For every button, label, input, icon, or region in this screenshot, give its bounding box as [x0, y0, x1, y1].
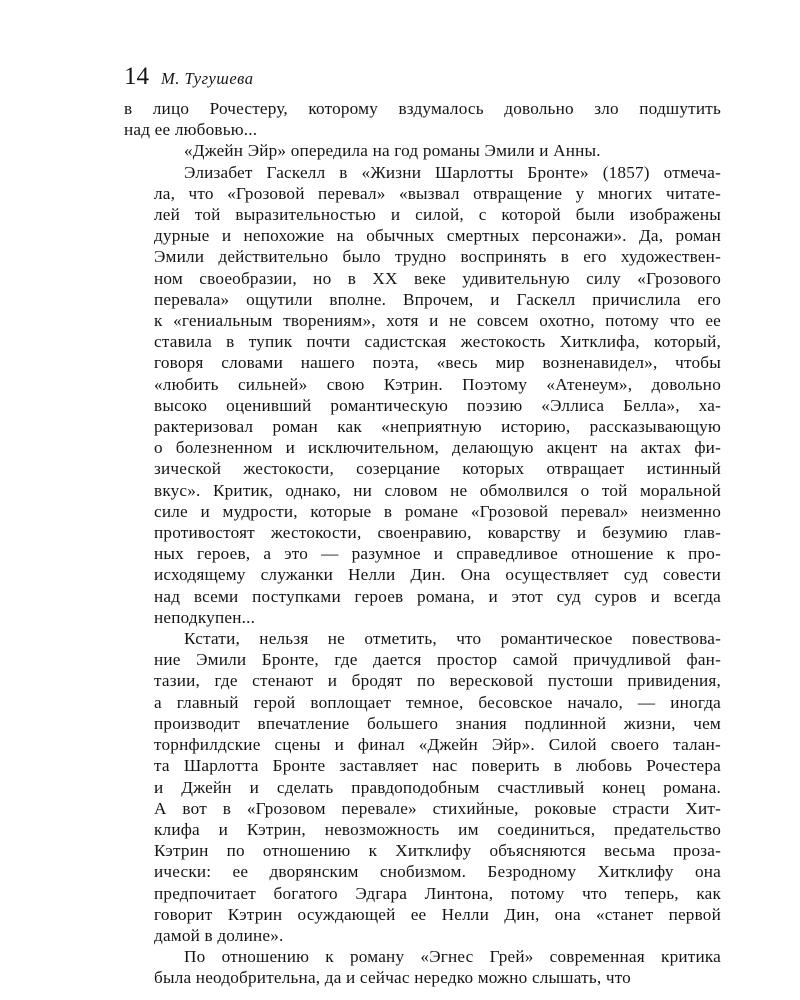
text-line: исходящему служанки Нелли Дин. Она осуществляет суд совести	[154, 565, 721, 585]
paragraph	[124, 140, 721, 161]
text-line: была неодобрительна, да и сейчас нередко можно слышать, что	[154, 968, 631, 988]
paragraph	[124, 162, 721, 628]
text-line: тазии, где стенают и бродят по вересковой пустоши привидения,	[154, 671, 721, 691]
text-line: и Джейн и сделать правдоподобным счастливый конец романа.	[154, 777, 721, 797]
text-line: Эмили действительно было трудно воспринять в его художествен-	[154, 247, 721, 267]
text-line: ически: ее дворянским снобизмом. Безродному Хитклифу она	[154, 862, 721, 882]
text-line: «Джейн Эйр» опередила на год романы Эмили и Анны.	[184, 141, 601, 161]
text-line: клифа и Кэтрин, невозможность им соединиться, предательство	[154, 819, 721, 839]
text-line: По отношению к роману «Эгнес Грей» современная критика	[184, 947, 721, 967]
text-line: ставила в тупик почти садистская жестокость Хитклифа, который,	[154, 332, 721, 352]
text-line: над всеми поступками героев романа, и этот суд суров и всегда	[154, 586, 721, 606]
text-line: вкус». Критик, однако, ни словом не обмолвился о той моральной	[154, 480, 721, 500]
text-line: предпочитает богатого Эдгара Линтона, потому что теперь, как	[154, 883, 721, 903]
body-text	[124, 98, 721, 989]
text-line: говорит Кэтрин осуждающей ее Нелли Дин, она «станет первой	[154, 904, 721, 924]
running-head-author: М. Тугушева	[161, 69, 254, 88]
text-line: силе и мудрости, которые в романе «Грозовой перевал» неизменно	[154, 501, 721, 521]
text-line: высоко оценивший романтическую поэзию «Эллиса Белла», ха-	[154, 395, 721, 415]
text-line: говоря словами нашего поэта, «весь мир возненавидел», чтобы	[154, 353, 721, 373]
text-line: А вот в «Грозовом перевале» стихийные, роковые страсти Хит-	[154, 798, 721, 818]
text-line: перевала» ощутили вполне. Впрочем, и Гаскелл причислила его	[154, 289, 721, 309]
text-line: ных героев, а это — разумное и справедливое отношение к про-	[154, 544, 721, 564]
text-line: а главный герой воплощает темное, бесовское начало, — иногда	[154, 692, 721, 712]
text-line: лей той выразительностью и силой, с которой были изображены	[154, 205, 721, 225]
text-line: ние Эмили Бронте, где дается простор самой причудливой фан-	[154, 650, 721, 670]
paragraph	[124, 628, 721, 946]
text-line: Кстати, нельзя не отметить, что романтическое повествова-	[184, 629, 721, 649]
text-line: производит впечатление большего знания подлинной жизни, чем	[154, 713, 721, 733]
page-number: 14	[124, 63, 149, 90]
text-line: ном своеобразии, но в XX веке удивительную силу «Грозового	[154, 268, 721, 288]
paragraph	[124, 946, 721, 988]
book-page	[124, 62, 721, 989]
text-line: к «гениальным творениям», хотя и не совсем охотно, потому что ее	[154, 311, 721, 331]
text-line: о болезненном и исключительном, делающую акцент на актах фи-	[154, 438, 721, 458]
paragraph	[124, 98, 721, 140]
text-line: «любить сильней» свою Кэтрин. Поэтому «Атенеум», довольно	[154, 374, 721, 394]
text-line: Кэтрин по отношению к Хитклифу объясняются весьма проза-	[154, 841, 721, 861]
text-line: рактеризовал роман как «неприятную историю, рассказывающую	[154, 417, 721, 437]
text-line: дамой в долине».	[154, 925, 284, 945]
text-line: зической жестокости, созерцание которых отвращает истинный	[154, 459, 721, 479]
text-line: в лицо Рочестеру, которому вздумалось довольно зло подшутить	[124, 99, 721, 118]
text-line: над ее любовью...	[124, 120, 258, 140]
text-line: Элизабет Гаскелл в «Жизни Шарлотты Бронте» (1857) отмеча-	[184, 162, 721, 182]
text-line: дурные и непохожие на обычных смертных персонажи». Да, роман	[154, 226, 721, 246]
text-line: та Шарлотта Бронте заставляет нас поверить в любовь Рочестера	[154, 756, 721, 776]
text-line: противостоят жестокости, своенравию, коварству и безумию глав-	[154, 523, 721, 543]
text-line: торнфилдские сцены и финал «Джейн Эйр». Силой своего талан-	[154, 735, 721, 755]
text-line: ла, что «Грозовой перевал» «вызвал отвращение у многих читате-	[154, 183, 721, 203]
page-header	[124, 62, 721, 98]
text-line: неподкупен...	[154, 607, 256, 627]
